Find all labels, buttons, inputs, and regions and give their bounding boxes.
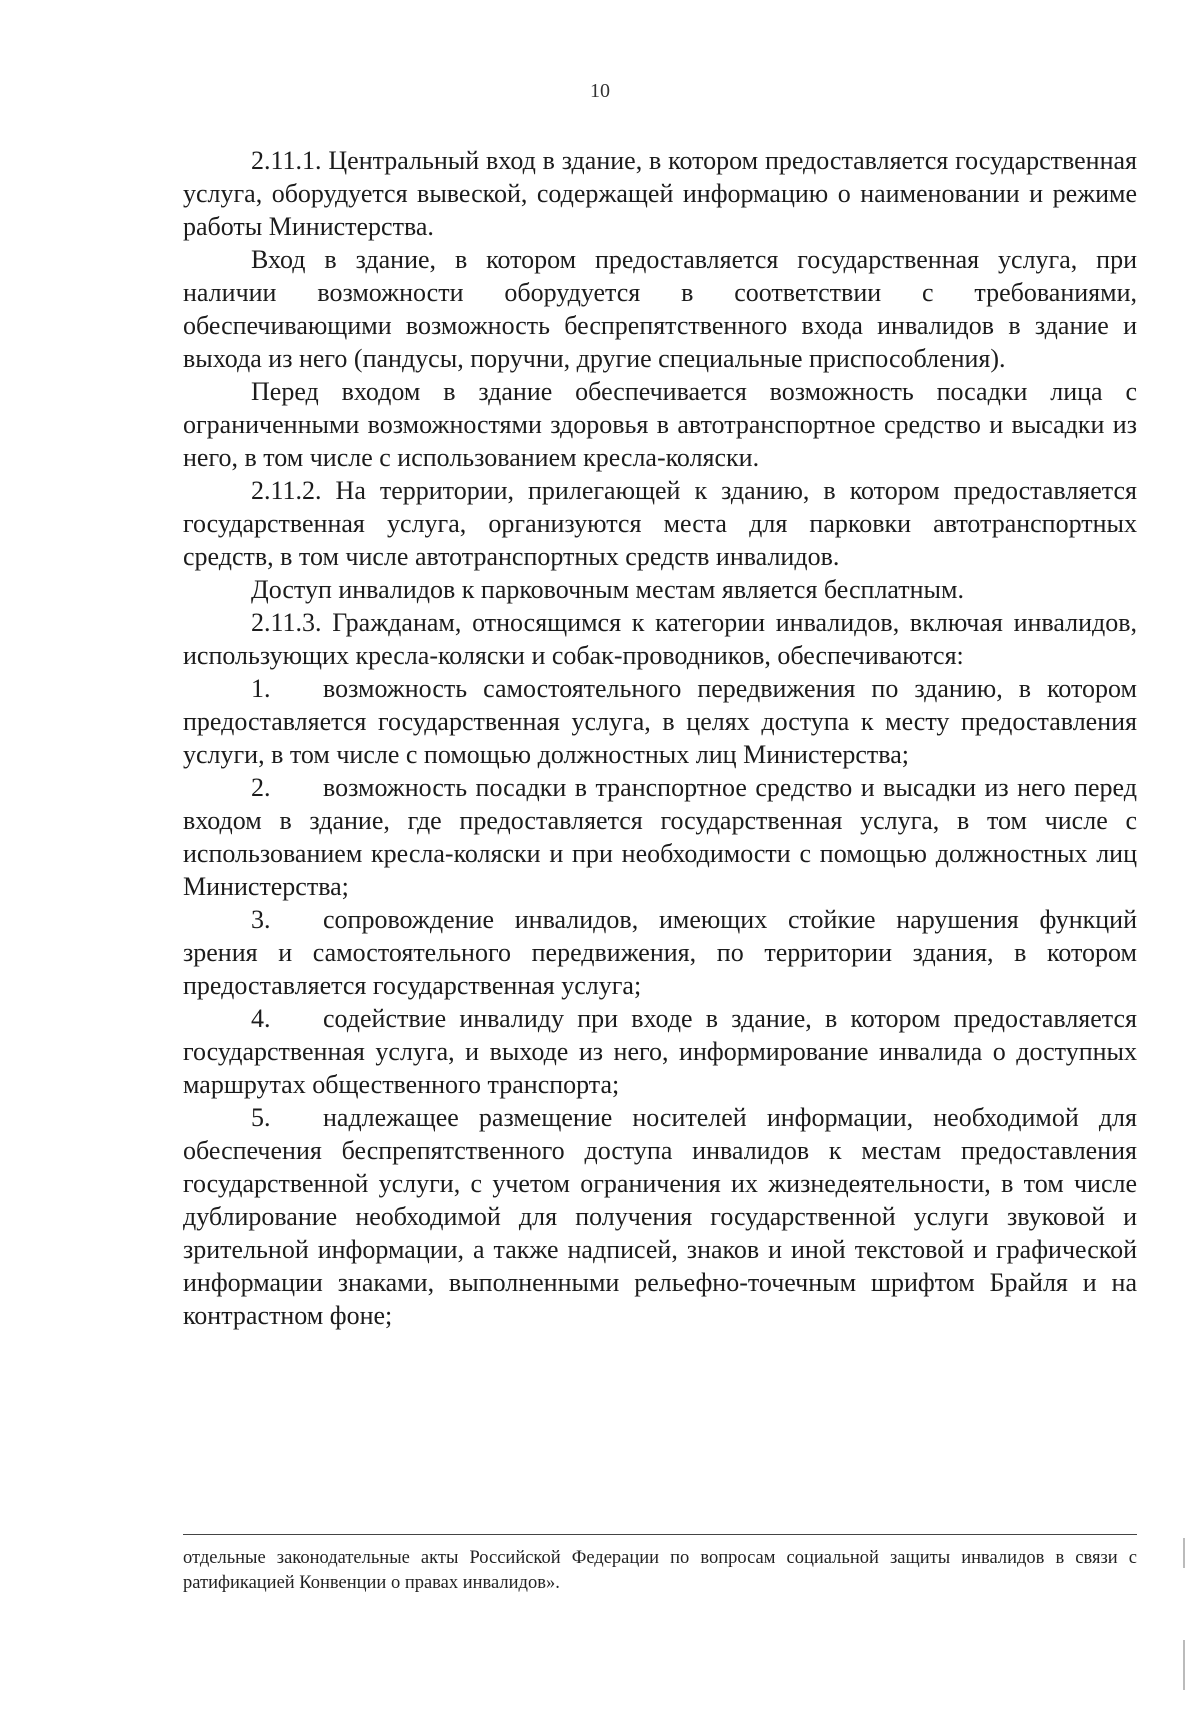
paragraph-2-11-1: 2.11.1. Центральный вход в здание, в котором предоставляется государственная услуга, оборудуется вывеской, содержащей информацию о наименовании и режиме работы Министерства. [183,146,1137,241]
paragraph-2-11-3: 2.11.3. Гражданам, относящимся к категории инвалидов, включая инвалидов, использующих кресла-коляски и собак-проводников, обеспечиваются: [183,608,1137,670]
footnote-text: отдельные законодательные акты Российской Федерации по вопросам социальной защиты инвалидов в связи с ратификацией Конвенции о правах инвалидов». [183,1548,1137,1593]
list-item [183,1101,1137,1332]
list-item-number: 4. [251,1004,271,1033]
list-item-number: 3. [251,905,271,934]
list-item-number: 2. [251,773,271,802]
scan-artifact-mark [1183,1640,1185,1690]
list-item [183,903,1137,1002]
paragraph-2-11-2: 2.11.2. На территории, прилегающей к зданию, в котором предоставляется государственная услуга, организуются места для парковки автотранспортных средств, в том числе автотранспортных средств инвалидов. [183,476,1137,571]
list-item-text: сопровождение инвалидов, имеющих стойкие нарушения функций зрения и самостоятельного передвижения, по территории здания, в котором предоставляется государственная услуга; [183,905,1137,1000]
page-number: 10 [590,80,610,102]
scan-artifact-mark [1183,1538,1185,1568]
list-item-number: 1. [251,674,271,703]
footnote-divider [183,1534,1137,1535]
paragraph-boarding: Перед входом в здание обеспечивается возможность посадки лица с ограниченными возможностями здоровья в автотранспортное средство и высадки из него, в том числе с использованием кресла-коляски. [183,377,1137,472]
list-item [183,672,1137,771]
paragraph-entrance: Вход в здание, в котором предоставляется государственная услуга, при наличии возможности оборудуется в соответствии с требованиями, обеспечивающими возможность беспрепятственного входа инвалидов в здание и выхода из него (пандусы, поручни, другие специальные приспособления). [183,245,1137,373]
list-item-text: возможность самостоятельного передвижения по зданию, в котором предоставляется государственная услуга, в целях доступа к месту предоставления услуги, в том числе с помощью должностных лиц Министерства; [183,674,1137,769]
list-item-text: надлежащее размещение носителей информации, необходимой для обеспечения беспрепятственного доступа инвалидов к местам предоставления государственной услуги, с учетом ограничения их жизнедеятельности, в том числе дублирование необходимой для получения государственной услуги звуковой и зрительной информации, а также надписей, знаков и иной текстовой и графической информации знаками, выполненными рельефно-точечным шрифтом Брайля и на контрастном фоне; [183,1103,1137,1330]
list-item [183,771,1137,903]
footnote [183,1546,1137,1596]
document-body [183,144,1137,1332]
list-item-text: возможность посадки в транспортное средство и высадки из него перед входом в здание, где предоставляется государственная услуга, в том числе с использованием кресла-коляски и при необходимости с помощью должностных лиц Министерства; [183,773,1137,901]
list-item-number: 5. [251,1103,271,1132]
paragraph-parking-access: Доступ инвалидов к парковочным местам является бесплатным. [251,575,964,604]
list-item-text: содействие инвалиду при входе в здание, в котором предоставляется государственная услуга, и выходе из него, информирование инвалида о доступных маршрутах общественного транспорта; [183,1004,1137,1099]
list-item [183,1002,1137,1101]
